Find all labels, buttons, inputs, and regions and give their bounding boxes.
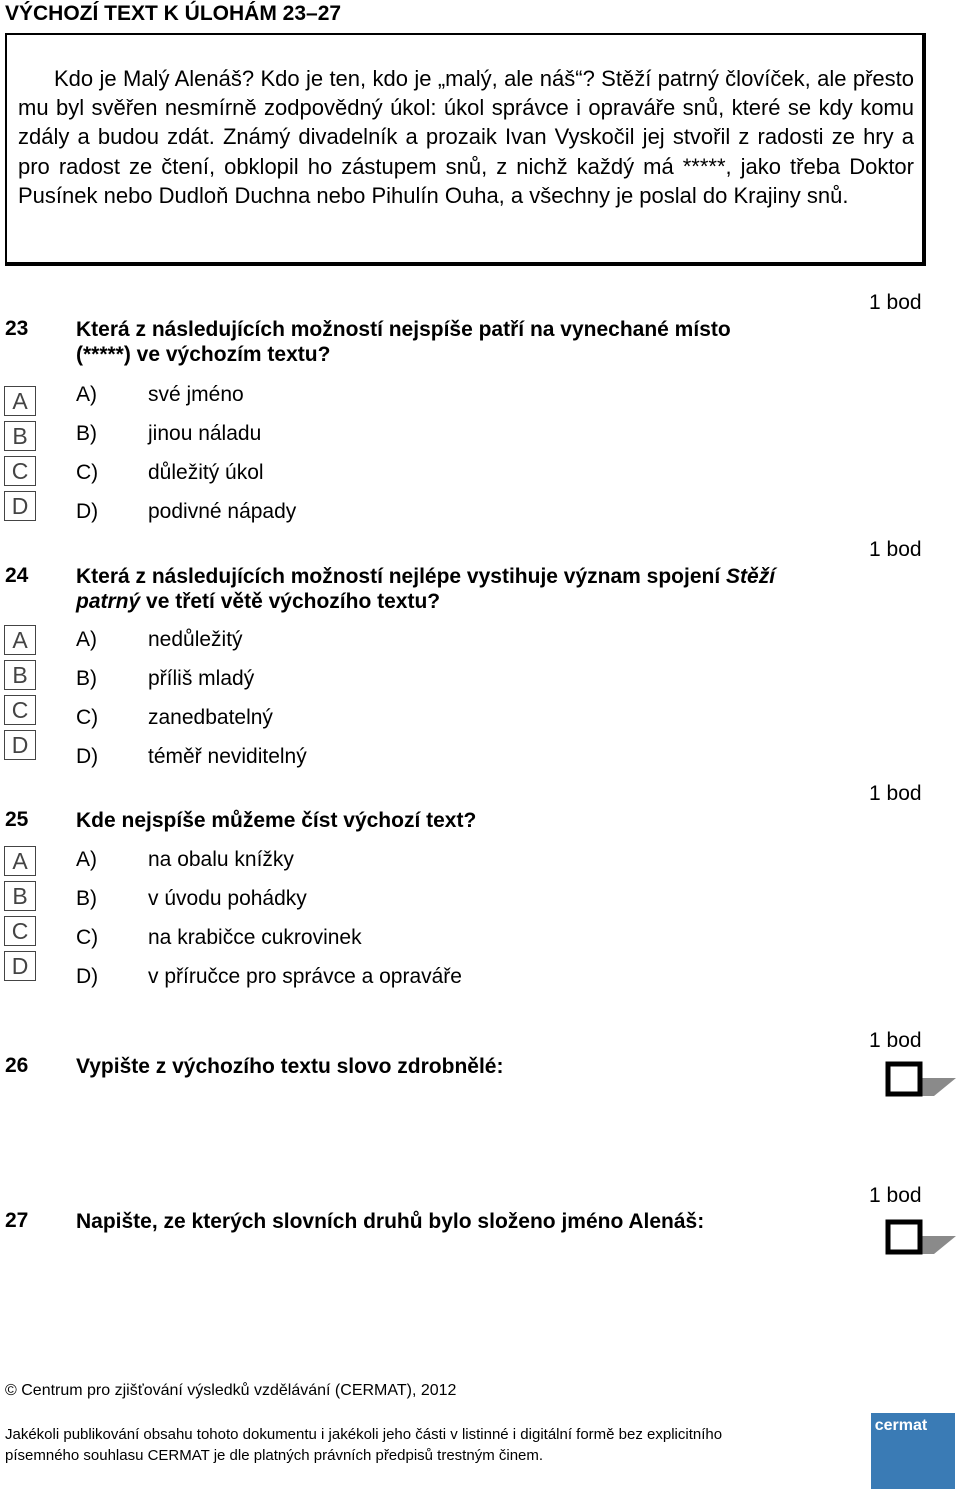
question-number-25: 25 [5,808,29,831]
option-letter-24-c: C) [76,706,99,729]
option-text-23-a: své jméno [148,383,244,406]
option-letter-23-b: B) [76,422,97,445]
score-box-shadow-icon [884,1060,956,1100]
answer-box-25-c[interactable]: C [4,916,36,946]
option-text-25-d: v příručce pro správce a opraváře [148,965,462,988]
answer-box-23-c[interactable]: C [4,456,36,486]
option-text-25-a: na obalu knížky [148,848,294,871]
section-heading: VÝCHOZÍ TEXT K ÚLOHÁM 23–27 [5,2,342,25]
answer-box-25-b[interactable]: B [4,881,36,911]
question-number-24: 24 [5,564,29,587]
option-text-23-d: podivné nápady [148,500,297,523]
source-text-box [5,33,926,266]
option-text-24-d: téměř neviditelný [148,745,307,768]
points-label-24: 1 bod [869,538,922,561]
answer-box-24-d[interactable]: D [4,730,36,760]
answer-box-25-d[interactable]: D [4,951,36,981]
answer-box-23-d[interactable]: D [4,491,36,521]
option-letter-23-d: D) [76,500,99,523]
answer-box-23-b[interactable]: B [4,421,36,451]
option-text-24-a: nedůležitý [148,628,243,651]
option-letter-25-a: A) [76,848,97,871]
source-text: Kdo je Malý Alenáš? Kdo je ten, kdo je „malý, ale náš“? Stěží patrný človíček, ale přesto mu byl svěřen nesmírně zodpovědný úkol: úkol správce i opraváře snů, které se kdy komu zdály a budou zdát. Známý divadelník a prozaik Ivan Vyskočil jej stvořil z radosti ze hry a pro radost ze čtení, obklopil ho zástupem snů, z nichž každý má *****, jako třeba Doktor Pusínek nebo Dudloň Duchna nebo Pihulín Ouha, a všechny je poslal do Krajiny snů. [18,66,914,208]
question-emphasis-24: Stěží patrný [76,565,776,613]
option-letter-24-b: B) [76,667,97,690]
option-letter-23-a: A) [76,383,97,406]
option-letter-25-d: D) [76,965,99,988]
option-text-24-c: zanedbatelný [148,706,273,729]
answer-box-24-b[interactable]: B [4,660,36,690]
option-text-25-c: na krabičce cukrovinek [148,926,362,949]
points-label-23: 1 bod [869,291,922,314]
question-text-26: Vypište z výchozího textu slovo zdrobnělé: [76,1055,504,1078]
points-label-25: 1 bod [869,782,922,805]
answer-box-24-c[interactable]: C [4,695,36,725]
question-number-27: 27 [5,1209,29,1232]
option-text-24-b: příliš mladý [148,667,255,690]
question-number-26: 26 [5,1054,29,1077]
answer-box-25-a[interactable]: A [4,846,36,876]
option-text-25-b: v úvodu pohádky [148,887,307,910]
question-text-24: Která z následujících možností nejlépe vystihuje význam spojení Stěží patrný ve třetí větě výchozího textu? [76,565,776,613]
score-box-27[interactable] [884,1218,956,1258]
cermat-logo-text: cermat [874,1417,928,1434]
option-letter-25-b: B) [76,887,97,910]
option-letter-24-d: D) [76,745,99,768]
question-text-23: Která z následujících možností nejspíše patří na vynechané místo (*****) ve výchozím textu? [76,318,731,366]
option-letter-23-c: C) [76,461,99,484]
footer-copyright: © Centrum pro zjišťování výsledků vzdělávání (CERMAT), 2012 [5,1382,457,1399]
footer-legal-notice: Jakékoli publikování obsahu tohoto dokumentu i jakékoli jeho části v listinné i digitální formě bez explicitního písemného souhlasu CERMAT je dle platných právních předpisů trestným činem. [5,1426,723,1464]
option-letter-24-a: A) [76,628,97,651]
score-box-26[interactable] [884,1060,956,1100]
option-letter-25-c: C) [76,926,99,949]
answer-box-24-a[interactable]: A [4,625,36,655]
option-text-23-c: důležitý úkol [148,461,264,484]
points-label-27: 1 bod [869,1184,922,1207]
cermat-logo [871,1413,955,1489]
question-number-23: 23 [5,317,29,340]
question-text-27: Napište, ze kterých slovních druhů bylo složeno jméno Alenáš: [76,1210,705,1233]
answer-box-23-a[interactable]: A [4,386,36,416]
question-text-25: Kde nejspíše můžeme číst výchozí text? [76,809,477,832]
points-label-26: 1 bod [869,1029,922,1052]
score-box-shadow-icon [884,1218,956,1258]
option-text-23-b: jinou náladu [148,422,262,445]
